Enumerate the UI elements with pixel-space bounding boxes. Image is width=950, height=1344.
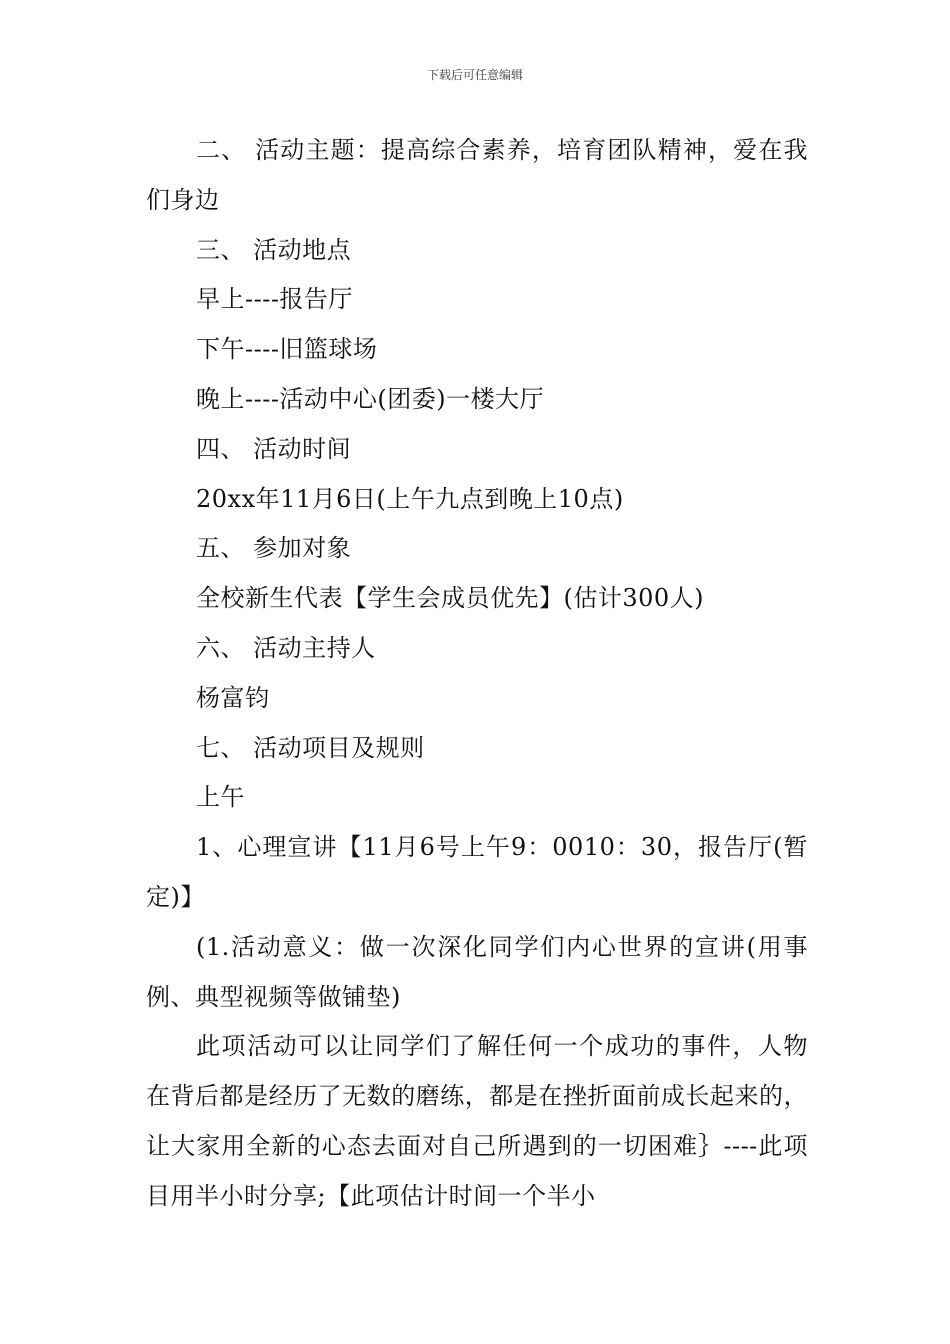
- document-body: [146, 126, 808, 1222]
- section-items-heading: 七、 活动项目及规则: [196, 733, 425, 762]
- location-evening: 晚上----活动中心(团委)一楼大厅: [196, 384, 545, 413]
- section-time-heading: 四、 活动时间: [196, 434, 352, 463]
- item-significance: (1.活动意义：做一次深化同学们内心世界的宣讲(用事例、典型视频等做铺垫): [146, 932, 808, 1011]
- activity-time: 20xx年11月6日(上午九点到晚上10点): [196, 484, 624, 513]
- host-name: 杨富钧: [196, 683, 270, 712]
- location-morning: 早上----报告厅: [196, 285, 353, 314]
- location-afternoon: 下午----旧篮球场: [196, 335, 378, 364]
- section-participants-heading: 五、 参加对象: [196, 534, 352, 563]
- morning-label: 上午: [196, 783, 245, 812]
- item-psych-talk: 1、心理宣讲【11月6号上午9：0010：30，报告厅(暂定)】: [146, 833, 808, 911]
- section-theme: 二、 活动主题：提高综合素养，培育团队精神，爱在我们身边: [146, 136, 808, 214]
- participants: 全校新生代表【学生会成员优先】(估计300人): [196, 584, 705, 613]
- page-header: 下载后可任意编辑: [426, 68, 523, 82]
- section-host-heading: 六、 活动主持人: [196, 633, 376, 662]
- item-description: 此项活动可以让同学们了解任何一个成功的事件，人物在背后都是经历了无数的磨练，都是在挫折面前成长起来的，让大家用全新的心态去面对自己所遇到的一切困难｝----此项目用半小时分享;【此项估计时间一个半小: [146, 1032, 808, 1210]
- section-location-heading: 三、 活动地点: [196, 235, 352, 264]
